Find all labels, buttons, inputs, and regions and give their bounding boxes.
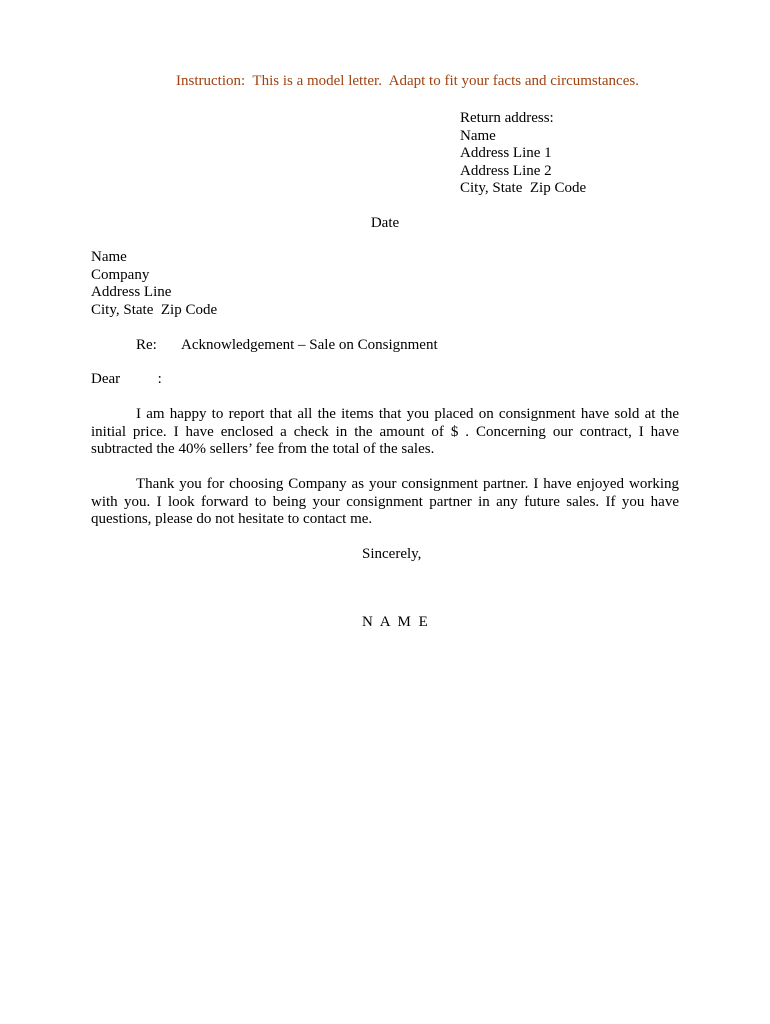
subject-label: Re: bbox=[136, 337, 157, 353]
recipient-company: Company bbox=[91, 266, 150, 283]
body-paragraph-2: Thank you for choosing Company as your consignment partner. I have enjoyed working with you. I look forward to being your consignment partner in any future sales. If you have questions, please do not hesitate to contact me. bbox=[91, 476, 679, 527]
return-address-line2: Address Line 2 bbox=[460, 162, 552, 179]
subject-line bbox=[136, 337, 438, 355]
return-address-block bbox=[460, 110, 586, 198]
recipient-address-line: Address Line bbox=[91, 284, 172, 300]
return-address-name: Name bbox=[460, 127, 496, 144]
return-address-label: Return address: bbox=[460, 110, 554, 126]
body-paragraph-1: I am happy to report that all the items that you placed on consignment have sold at the initial price. I have enclosed a check in the amount of $ . Concerning our contract, I have subtracted the 40% sellers’ fee from the total of the sales. bbox=[91, 406, 679, 457]
closing: Sincerely, bbox=[362, 546, 422, 562]
return-address-city-state-zip: City, State Zip Code bbox=[460, 180, 587, 196]
subject-text: Acknowledgement – Sale on Consignment bbox=[181, 337, 438, 353]
recipient-city-state-zip: City, State Zip Code bbox=[91, 301, 218, 318]
letter-date: Date bbox=[370, 215, 400, 231]
instruction-note: Instruction: This is a model letter. Adapt to fit your facts and circumstances. bbox=[176, 73, 639, 89]
recipient-block bbox=[91, 249, 217, 319]
recipient-name: Name bbox=[91, 249, 127, 265]
salutation: Dear : bbox=[91, 371, 162, 387]
signature-name: N A M E bbox=[362, 614, 430, 630]
return-address-line1: Address Line 1 bbox=[460, 145, 552, 161]
